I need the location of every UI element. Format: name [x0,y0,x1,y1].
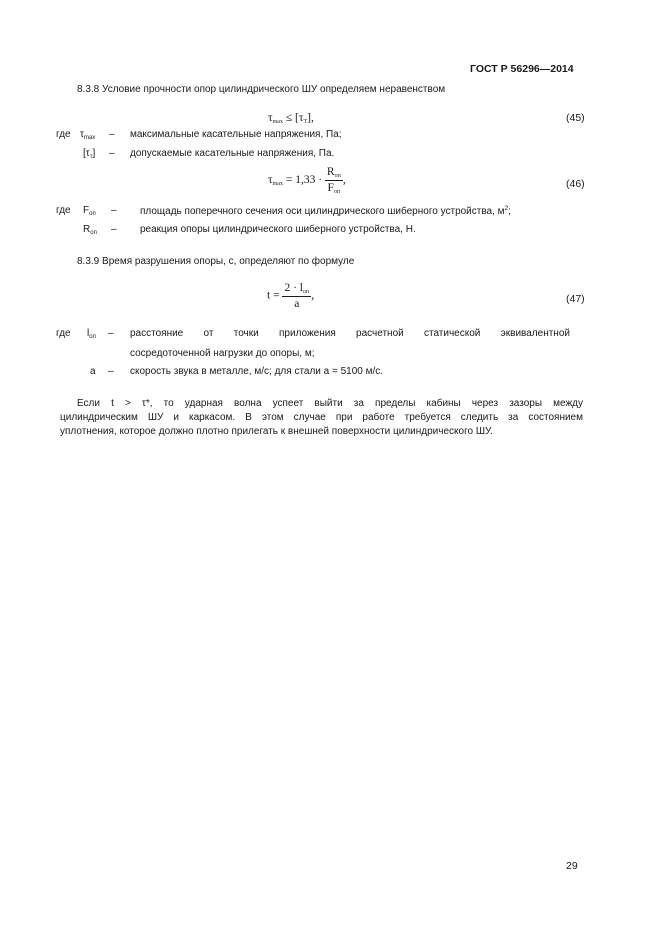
def-dash: – [108,328,114,339]
eq47-fraction: $\frac{2 \cdot l_{оп}}{a}$ [284,282,310,310]
where-label: где [56,328,71,339]
equation-number-45: (45) [566,112,585,124]
final-paragraph-line3: уплотнения, которое должно плотно прилегать к внешней поверхности цилиндрического ШУ. [60,426,493,437]
final-paragraph-line2: цилиндрическим ШУ и каркасом. В этом случае при работе требуется следить за состоянием [60,412,583,423]
def-dash: – [109,129,115,140]
section-839-intro: 8.3.9 Время разрушения опоры, с, определяют по формуле [77,256,355,267]
def-symbol-tau-t: $[\tau_т]$ [83,148,96,160]
def-text-tau-t: допускаемые касательные напряжения, Па. [130,148,335,159]
eq45-lhs: τ [268,112,273,124]
def-text-a: скорость звука в металле, м/с; для стали a = 5100 м/с. [130,366,384,377]
def-text-l-op-line2: сосредоточенной нагрузки до опоры, м; [130,348,315,359]
def-symbol-r-op: $R_{оп}$ [83,224,97,236]
equation-number-46: (46) [566,178,585,190]
def-text-f-op: площадь поперечного сечения оси цилиндрического шиберного устройства, $м^2$; [140,205,511,217]
def-dash: – [111,224,117,235]
where-label: где [56,129,71,140]
equation-45: $\tau_{max} \le [\tau_T]$, [268,112,314,125]
def-symbol-f-op: $F_{оп}$ [83,205,96,217]
section-838-intro: 8.3.8 Условие прочности опор цилиндрического ШУ определяем неравенством [77,84,446,95]
final-paragraph [60,397,583,439]
final-paragraph-line1: Если t > τ*, то ударная волна успеет выйти за пределы кабины через зазоры между [77,398,583,409]
where-label: где [56,205,71,216]
def-symbol-a: a [90,366,96,377]
def-dash: – [111,205,117,216]
eq46-fraction: $\frac{R_{оп}}{F_{оп}}$ [326,166,341,195]
page-number: 29 [566,860,578,872]
def-symbol-l-op: $l_{оп}$ [87,328,96,340]
equation-46: $\tau_{max} = 1,33$ · $\frac{R_{оп}}{F_{оп}}$ , [268,166,346,195]
def-text-r-op: реакция опоры цилиндрического шиберного устройства, Н. [140,224,416,235]
def-dash: – [109,148,115,159]
equation-47: t = $\frac{2 \cdot l_{оп}}{a}$ , [267,282,315,310]
def-symbol-tau-max: $\tau_{max}$ [80,129,96,141]
def-text-l-op-line1: расстояние от точки приложения расчетной статической эквивалентной [130,328,570,339]
equation-number-47: (47) [566,293,585,305]
def-text-tau-max: максимальные касательные напряжения, Па; [130,129,342,140]
document-header: ГОСТ Р 56296—2014 [470,63,574,75]
def-dash: – [108,366,114,377]
